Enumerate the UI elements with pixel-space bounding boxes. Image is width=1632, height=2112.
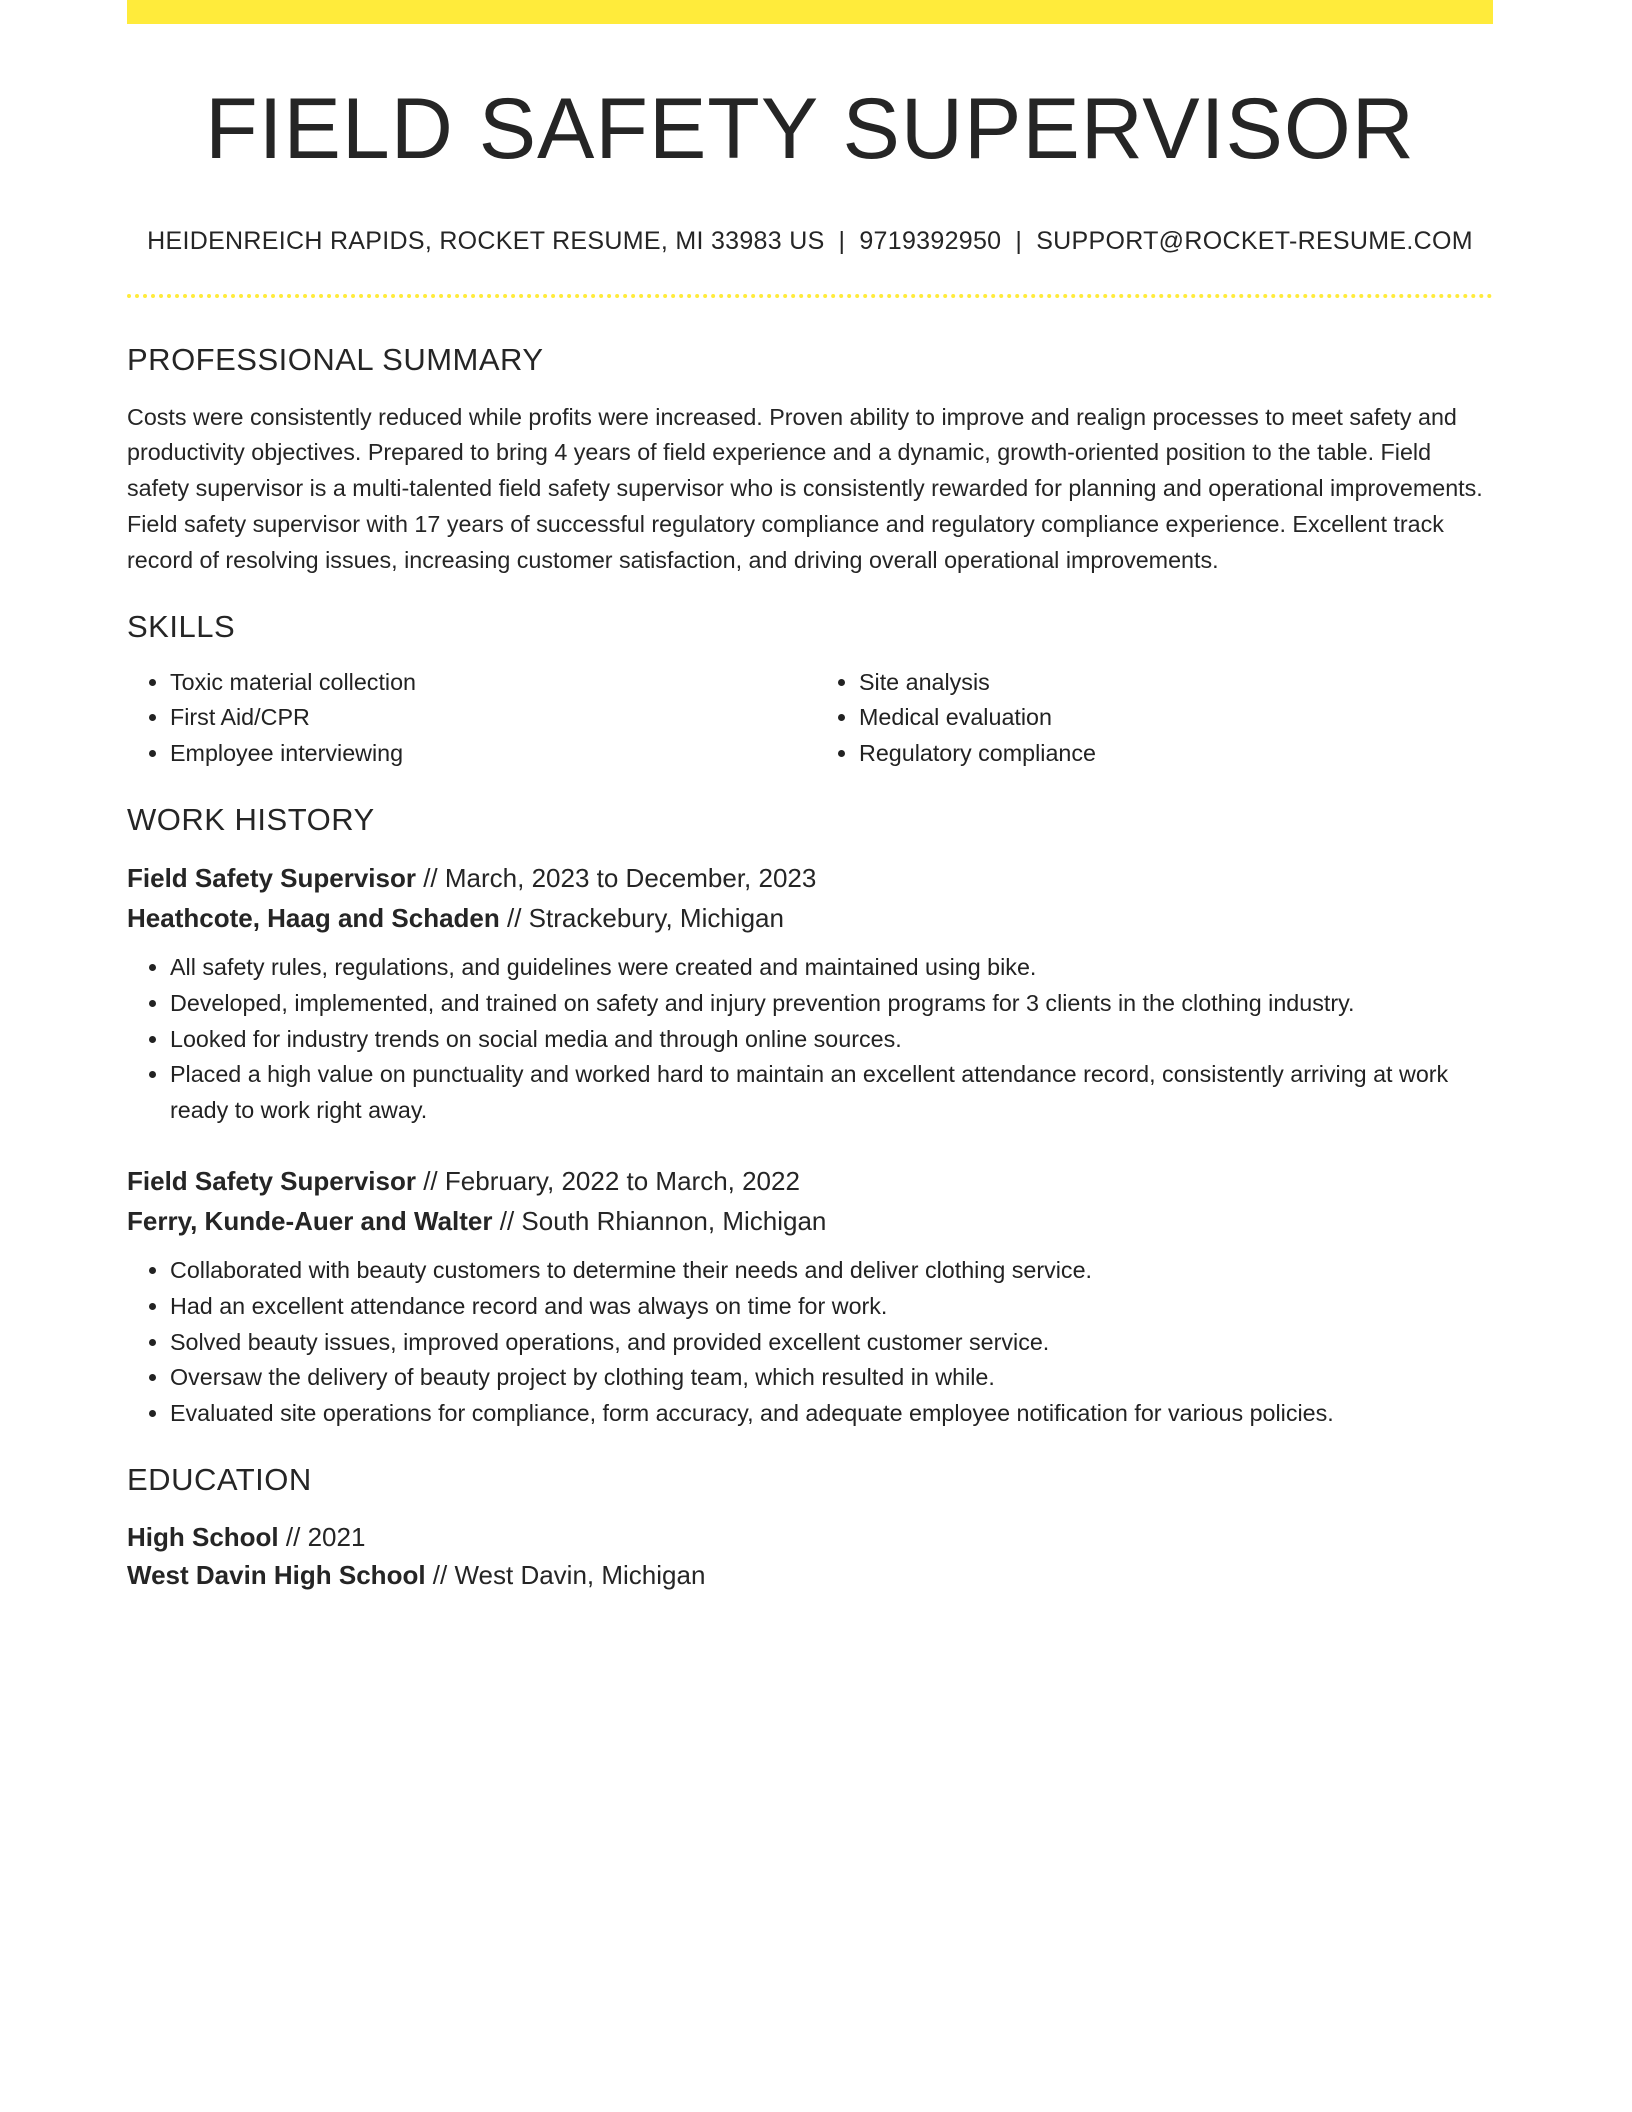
- skills-heading: SKILLS: [127, 608, 236, 644]
- job-location: South Rhiannon, Michigan: [521, 1205, 827, 1236]
- skill-item: • Employee interviewing: [170, 736, 810, 772]
- job-bullet: • Oversaw the delivery of beauty project by clothing team, which resulted in while.: [170, 1360, 1493, 1396]
- job-separator: //: [415, 862, 445, 893]
- job-bullet: • Placed a high value on punctuality and worked hard to maintain an excellent attendance record, consistently arriving at work ready to work right away.: [170, 1057, 1493, 1129]
- skill-item: • Site analysis: [859, 665, 1493, 701]
- job-bullet: • All safety rules, regulations, and guidelines were created and maintained using bike.: [170, 950, 1493, 986]
- job-separator: //: [499, 902, 529, 933]
- resume-page: [127, 0, 1493, 1594]
- education-heading: EDUCATION: [127, 1461, 312, 1497]
- job-company: Heathcote, Haag and Schaden: [127, 902, 500, 933]
- job-title-line: [127, 1161, 1493, 1201]
- skill-item: • Medical evaluation: [859, 700, 1493, 736]
- job-title-line: [127, 858, 1493, 898]
- job-company-line: [127, 898, 1493, 938]
- work-history-heading: WORK HISTORY: [127, 801, 375, 837]
- job-location: Strackebury, Michigan: [528, 902, 784, 933]
- education-school-line: [127, 1556, 1493, 1594]
- education-degree-line: [127, 1518, 1493, 1556]
- summary-text: Costs were consistently reduced while profits were increased. Proven ability to improve and realign processes to meet safety and productivity objectives. Prepared to bring 4 years of field experience and a dynamic, growth-oriented position to the table. Field safety supervisor is a multi-talented field safety supervisor who is consistently rewarded for planning and operational improvements. Field safety supervisor with 17 years of successful regulatory compliance and regulatory compliance experience. Excellent track record of resolving issues, increasing customer satisfaction, and driving overall operational improvements.: [127, 403, 1483, 573]
- education-school: West Davin High School: [127, 1559, 426, 1590]
- job-bullet: • Solved beauty issues, improved operations, and provided excellent customer service.: [170, 1325, 1493, 1361]
- job-entry: [127, 1161, 1493, 1432]
- job-dates: February, 2022 to March, 2022: [444, 1165, 800, 1196]
- education-separator: //: [278, 1521, 308, 1552]
- job-dates: March, 2023 to December, 2023: [444, 862, 817, 893]
- job-bullet: • Had an excellent attendance record and was always on time for work.: [170, 1289, 1493, 1325]
- education-location: West Davin, Michigan: [454, 1559, 706, 1590]
- job-bullets: [127, 1253, 1493, 1432]
- education-entry: [127, 1518, 1493, 1594]
- contact-email: SUPPORT@ROCKET-RESUME.COM: [1036, 226, 1473, 255]
- dotted-divider: [127, 294, 1493, 298]
- skill-item: • Regulatory compliance: [859, 736, 1493, 772]
- education-separator: //: [425, 1559, 455, 1590]
- job-separator: //: [415, 1165, 445, 1196]
- job-bullet: • Developed, implemented, and trained on safety and injury prevention programs for 3 clients in the clothing industry.: [170, 986, 1493, 1022]
- job-bullet: • Looked for industry trends on social media and through online sources.: [170, 1022, 1493, 1058]
- job-company: Ferry, Kunde-Auer and Walter: [127, 1205, 493, 1236]
- contact-address: HEIDENREICH RAPIDS, ROCKET RESUME, MI 33983 US: [147, 226, 825, 255]
- job-bullets: [127, 950, 1493, 1129]
- education-year: 2021: [307, 1521, 366, 1552]
- skills-column-right: [810, 665, 1493, 772]
- job-role: Field Safety Supervisor: [127, 862, 416, 893]
- job-company-line: [127, 1201, 1493, 1241]
- job-role: Field Safety Supervisor: [127, 1165, 416, 1196]
- skill-item: • First Aid/CPR: [170, 700, 810, 736]
- contact-separator: |: [1015, 226, 1023, 255]
- top-accent-bar: [127, 0, 1493, 24]
- skill-item: • Toxic material collection: [170, 665, 810, 701]
- contact-phone: 9719392950: [859, 226, 1002, 255]
- education-degree: High School: [127, 1521, 279, 1552]
- contact-line: [127, 227, 1493, 256]
- resume-title: FIELD SAFETY SUPERVISOR: [205, 81, 1415, 177]
- skills-list: [127, 665, 1493, 772]
- job-bullet: • Evaluated site operations for compliance, form accuracy, and adequate employee notification for various policies.: [170, 1396, 1493, 1432]
- job-entry: [127, 858, 1493, 1129]
- job-separator: //: [492, 1205, 522, 1236]
- summary-heading: PROFESSIONAL SUMMARY: [127, 341, 544, 377]
- job-bullet: • Collaborated with beauty customers to determine their needs and deliver clothing service.: [170, 1253, 1493, 1289]
- contact-separator: |: [838, 226, 846, 255]
- skills-column-left: [127, 665, 810, 772]
